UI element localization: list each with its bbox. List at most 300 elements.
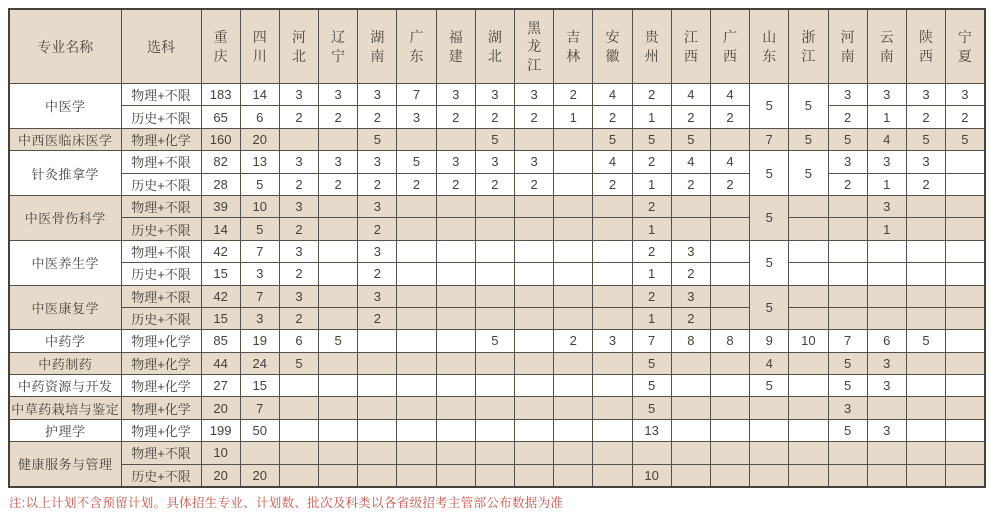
- value-cell: [671, 464, 710, 486]
- value-cell: 2: [279, 173, 318, 195]
- value-cell: [279, 397, 318, 419]
- value-cell: [358, 442, 397, 464]
- subject-cell: 物理+不限: [121, 151, 201, 173]
- province-label: 贵州: [644, 29, 659, 64]
- value-cell: 10: [789, 330, 828, 352]
- value-cell: 5: [632, 352, 671, 374]
- value-cell: 42: [201, 285, 240, 307]
- value-cell: 5: [240, 173, 279, 195]
- value-cell: [710, 352, 749, 374]
- table-row: [9, 84, 985, 106]
- value-cell: [475, 419, 514, 441]
- value-cell: 3: [319, 84, 358, 106]
- col-header-province: [867, 9, 906, 84]
- table-row: [9, 173, 985, 195]
- value-cell: [358, 352, 397, 374]
- value-cell: [593, 419, 632, 441]
- value-cell: [515, 397, 554, 419]
- table-row: [9, 307, 985, 329]
- province-label: 陕西: [918, 29, 933, 64]
- value-cell: [906, 240, 945, 262]
- value-cell: [710, 240, 749, 262]
- value-cell: 1: [867, 173, 906, 195]
- value-cell: [593, 240, 632, 262]
- value-cell: 5: [319, 330, 358, 352]
- value-cell: 4: [593, 151, 632, 173]
- value-cell: [475, 285, 514, 307]
- value-cell: 20: [201, 464, 240, 486]
- province-label: 河南: [840, 29, 855, 64]
- col-header-province: [436, 9, 475, 84]
- value-cell: [436, 464, 475, 486]
- value-cell: 2: [593, 106, 632, 128]
- value-cell: 3: [279, 195, 318, 217]
- col-header-province: [240, 9, 279, 84]
- value-cell: 1: [867, 218, 906, 240]
- value-cell: [436, 442, 475, 464]
- value-cell: 5: [750, 285, 789, 330]
- province-label: 福建: [448, 29, 463, 64]
- col-header-province: [397, 9, 436, 84]
- value-cell: [554, 173, 593, 195]
- major-cell: 中西医临床医学: [9, 128, 121, 150]
- value-cell: 5: [906, 128, 945, 150]
- province-label: 湖北: [487, 29, 502, 64]
- value-cell: [828, 195, 867, 217]
- province-label: 四川: [252, 29, 267, 64]
- value-cell: 2: [632, 195, 671, 217]
- value-cell: 3: [828, 397, 867, 419]
- value-cell: [867, 285, 906, 307]
- value-cell: 13: [632, 419, 671, 441]
- value-cell: [397, 442, 436, 464]
- value-cell: 1: [632, 173, 671, 195]
- value-cell: 3: [240, 263, 279, 285]
- province-label: 云南: [879, 29, 894, 64]
- value-cell: [789, 285, 828, 307]
- value-cell: 5: [828, 352, 867, 374]
- value-cell: [946, 218, 985, 240]
- col-header-province: [515, 9, 554, 84]
- value-cell: 2: [358, 263, 397, 285]
- value-cell: 10: [201, 442, 240, 464]
- province-label: 安徽: [605, 29, 620, 64]
- value-cell: 3: [828, 151, 867, 173]
- table-row: [9, 128, 985, 150]
- value-cell: [593, 263, 632, 285]
- value-cell: [475, 240, 514, 262]
- province-label: 山东: [762, 29, 777, 64]
- value-cell: [710, 218, 749, 240]
- col-header-province: [358, 9, 397, 84]
- value-cell: 3: [515, 84, 554, 106]
- value-cell: [593, 464, 632, 486]
- value-cell: 44: [201, 352, 240, 374]
- value-cell: [515, 195, 554, 217]
- value-cell: [789, 352, 828, 374]
- value-cell: 199: [201, 419, 240, 441]
- value-cell: [554, 263, 593, 285]
- col-header-province: [279, 9, 318, 84]
- value-cell: [789, 307, 828, 329]
- value-cell: [789, 195, 828, 217]
- major-cell: 中药资源与开发: [9, 375, 121, 397]
- major-cell: 中医学: [9, 84, 121, 129]
- value-cell: [554, 128, 593, 150]
- value-cell: [397, 285, 436, 307]
- value-cell: 7: [240, 285, 279, 307]
- value-cell: [750, 419, 789, 441]
- value-cell: 7: [397, 84, 436, 106]
- value-cell: 2: [279, 263, 318, 285]
- subject-cell: 历史+不限: [121, 307, 201, 329]
- value-cell: [554, 285, 593, 307]
- value-cell: [906, 263, 945, 285]
- value-cell: [397, 419, 436, 441]
- value-cell: [319, 464, 358, 486]
- value-cell: 3: [946, 84, 985, 106]
- value-cell: [593, 375, 632, 397]
- value-cell: 2: [279, 307, 318, 329]
- province-label: 黑龙江: [527, 19, 542, 73]
- value-cell: 3: [906, 151, 945, 173]
- table-wrap: [8, 8, 986, 488]
- subject-cell: 物理+化学: [121, 397, 201, 419]
- value-cell: 2: [475, 173, 514, 195]
- table-row: [9, 375, 985, 397]
- subject-cell: 历史+不限: [121, 263, 201, 285]
- col-header-province: [906, 9, 945, 84]
- value-cell: [397, 330, 436, 352]
- col-header-province: [789, 9, 828, 84]
- value-cell: [750, 464, 789, 486]
- value-cell: [867, 464, 906, 486]
- value-cell: [946, 419, 985, 441]
- value-cell: [397, 464, 436, 486]
- value-cell: 8: [671, 330, 710, 352]
- value-cell: 183: [201, 84, 240, 106]
- value-cell: 3: [358, 84, 397, 106]
- value-cell: 14: [201, 218, 240, 240]
- value-cell: 2: [906, 106, 945, 128]
- value-cell: [946, 151, 985, 173]
- value-cell: [554, 397, 593, 419]
- col-header-major: 专业名称: [9, 9, 121, 84]
- value-cell: 3: [279, 240, 318, 262]
- value-cell: [358, 419, 397, 441]
- value-cell: [710, 464, 749, 486]
- value-cell: 2: [906, 173, 945, 195]
- value-cell: 2: [554, 84, 593, 106]
- value-cell: [319, 419, 358, 441]
- province-label: 浙江: [801, 29, 816, 64]
- table-row: [9, 263, 985, 285]
- value-cell: [632, 442, 671, 464]
- value-cell: 3: [436, 151, 475, 173]
- province-label: 吉林: [566, 29, 581, 64]
- value-cell: 6: [240, 106, 279, 128]
- major-cell: 中草药栽培与鉴定: [9, 397, 121, 419]
- value-cell: [319, 375, 358, 397]
- value-cell: [750, 442, 789, 464]
- value-cell: [593, 195, 632, 217]
- value-cell: 3: [358, 240, 397, 262]
- value-cell: 3: [867, 84, 906, 106]
- value-cell: [436, 263, 475, 285]
- value-cell: [946, 375, 985, 397]
- admission-plan-table: [8, 8, 986, 488]
- value-cell: 4: [710, 84, 749, 106]
- value-cell: [710, 397, 749, 419]
- value-cell: [319, 218, 358, 240]
- major-cell: 中药学: [9, 330, 121, 352]
- value-cell: 4: [671, 84, 710, 106]
- subject-cell: 物理+化学: [121, 128, 201, 150]
- value-cell: [789, 464, 828, 486]
- value-cell: [789, 240, 828, 262]
- value-cell: [828, 307, 867, 329]
- value-cell: 5: [632, 397, 671, 419]
- value-cell: [554, 151, 593, 173]
- major-cell: 中医养生学: [9, 240, 121, 285]
- value-cell: [867, 307, 906, 329]
- value-cell: [946, 352, 985, 374]
- value-cell: [906, 285, 945, 307]
- value-cell: [475, 218, 514, 240]
- value-cell: 27: [201, 375, 240, 397]
- value-cell: 20: [240, 464, 279, 486]
- value-cell: [828, 218, 867, 240]
- value-cell: [358, 397, 397, 419]
- value-cell: [554, 240, 593, 262]
- value-cell: 3: [515, 151, 554, 173]
- value-cell: [828, 464, 867, 486]
- value-cell: 15: [201, 263, 240, 285]
- value-cell: [710, 375, 749, 397]
- subject-cell: 历史+不限: [121, 464, 201, 486]
- value-cell: 5: [279, 352, 318, 374]
- value-cell: 2: [632, 151, 671, 173]
- province-label: 湖南: [370, 29, 385, 64]
- value-cell: 42: [201, 240, 240, 262]
- value-cell: 3: [475, 151, 514, 173]
- value-cell: [515, 307, 554, 329]
- table-row: [9, 442, 985, 464]
- table-body: [9, 84, 985, 487]
- value-cell: 2: [671, 263, 710, 285]
- value-cell: 5: [475, 330, 514, 352]
- value-cell: [554, 419, 593, 441]
- value-cell: [750, 397, 789, 419]
- value-cell: [240, 442, 279, 464]
- value-cell: [436, 128, 475, 150]
- value-cell: 7: [240, 240, 279, 262]
- value-cell: 2: [554, 330, 593, 352]
- value-cell: [671, 397, 710, 419]
- value-cell: [946, 397, 985, 419]
- value-cell: [319, 442, 358, 464]
- value-cell: 4: [671, 151, 710, 173]
- value-cell: 20: [201, 397, 240, 419]
- value-cell: [358, 464, 397, 486]
- value-cell: 5: [358, 128, 397, 150]
- value-cell: [789, 375, 828, 397]
- value-cell: 5: [397, 151, 436, 173]
- col-header-province: [319, 9, 358, 84]
- value-cell: [436, 375, 475, 397]
- value-cell: [436, 285, 475, 307]
- value-cell: 2: [632, 84, 671, 106]
- value-cell: 3: [436, 84, 475, 106]
- value-cell: [319, 263, 358, 285]
- value-cell: [554, 442, 593, 464]
- value-cell: [906, 352, 945, 374]
- col-header-subject: 选科: [121, 9, 201, 84]
- value-cell: [319, 195, 358, 217]
- col-header-province: [554, 9, 593, 84]
- value-cell: 1: [632, 106, 671, 128]
- value-cell: 2: [358, 307, 397, 329]
- value-cell: 1: [632, 218, 671, 240]
- value-cell: [554, 307, 593, 329]
- value-cell: [789, 218, 828, 240]
- value-cell: [946, 285, 985, 307]
- value-cell: [515, 285, 554, 307]
- value-cell: 5: [240, 218, 279, 240]
- value-cell: [828, 285, 867, 307]
- value-cell: 9: [750, 330, 789, 352]
- col-header-province: [946, 9, 985, 84]
- subject-cell: 物理+化学: [121, 330, 201, 352]
- value-cell: 160: [201, 128, 240, 150]
- value-cell: 2: [279, 106, 318, 128]
- value-cell: [515, 419, 554, 441]
- value-cell: 2: [671, 106, 710, 128]
- value-cell: [475, 397, 514, 419]
- value-cell: 3: [397, 106, 436, 128]
- major-cell: 中医康复学: [9, 285, 121, 330]
- value-cell: [906, 419, 945, 441]
- value-cell: [515, 218, 554, 240]
- value-cell: [554, 218, 593, 240]
- value-cell: [710, 128, 749, 150]
- table-row: [9, 285, 985, 307]
- value-cell: 4: [867, 128, 906, 150]
- col-header-province: [710, 9, 749, 84]
- subject-cell: 物理+化学: [121, 375, 201, 397]
- value-cell: [319, 128, 358, 150]
- value-cell: [319, 307, 358, 329]
- table-row: [9, 352, 985, 374]
- value-cell: 2: [828, 173, 867, 195]
- value-cell: 28: [201, 173, 240, 195]
- value-cell: 3: [671, 240, 710, 262]
- value-cell: 82: [201, 151, 240, 173]
- value-cell: 3: [358, 151, 397, 173]
- value-cell: 3: [475, 84, 514, 106]
- value-cell: [710, 285, 749, 307]
- value-cell: [436, 419, 475, 441]
- value-cell: [593, 218, 632, 240]
- value-cell: 5: [750, 84, 789, 129]
- value-cell: 6: [279, 330, 318, 352]
- value-cell: [436, 397, 475, 419]
- value-cell: 1: [632, 307, 671, 329]
- value-cell: [828, 240, 867, 262]
- value-cell: 39: [201, 195, 240, 217]
- value-cell: 3: [240, 307, 279, 329]
- major-cell: 针灸推拿学: [9, 151, 121, 196]
- value-cell: 3: [279, 285, 318, 307]
- value-cell: [515, 240, 554, 262]
- value-cell: 3: [593, 330, 632, 352]
- value-cell: [397, 375, 436, 397]
- value-cell: 2: [632, 285, 671, 307]
- value-cell: [867, 263, 906, 285]
- value-cell: 5: [593, 128, 632, 150]
- value-cell: 2: [397, 173, 436, 195]
- value-cell: 2: [710, 173, 749, 195]
- value-cell: 15: [201, 307, 240, 329]
- subject-cell: 物理+不限: [121, 195, 201, 217]
- value-cell: [279, 442, 318, 464]
- major-cell: 护理学: [9, 419, 121, 441]
- value-cell: 20: [240, 128, 279, 150]
- value-cell: [946, 307, 985, 329]
- value-cell: [906, 218, 945, 240]
- value-cell: 10: [240, 195, 279, 217]
- col-header-province: [750, 9, 789, 84]
- province-label: 河北: [291, 29, 306, 64]
- value-cell: [828, 442, 867, 464]
- value-cell: [554, 352, 593, 374]
- value-cell: 14: [240, 84, 279, 106]
- value-cell: [279, 128, 318, 150]
- value-cell: [515, 464, 554, 486]
- value-cell: [397, 307, 436, 329]
- value-cell: 5: [750, 240, 789, 285]
- col-header-province: [201, 9, 240, 84]
- value-cell: [397, 397, 436, 419]
- subject-cell: 历史+不限: [121, 218, 201, 240]
- value-cell: [397, 240, 436, 262]
- value-cell: [279, 419, 318, 441]
- value-cell: 2: [828, 106, 867, 128]
- value-cell: 10: [632, 464, 671, 486]
- header-row: [9, 9, 985, 84]
- value-cell: [946, 330, 985, 352]
- table-row: [9, 419, 985, 441]
- value-cell: 5: [671, 128, 710, 150]
- major-cell: 健康服务与管理: [9, 442, 121, 487]
- value-cell: 5: [632, 128, 671, 150]
- value-cell: 5: [475, 128, 514, 150]
- value-cell: 8: [710, 330, 749, 352]
- footnote: 注:以上计划不含预留计划。具体招生专业、计划数、批次及科类以各省级招考主管部公布数据为准: [9, 496, 564, 510]
- value-cell: 6: [867, 330, 906, 352]
- value-cell: [710, 195, 749, 217]
- value-cell: [906, 464, 945, 486]
- subject-cell: 物理+化学: [121, 419, 201, 441]
- province-label: 广西: [723, 29, 738, 64]
- value-cell: [436, 195, 475, 217]
- value-cell: 2: [632, 240, 671, 262]
- value-cell: [475, 263, 514, 285]
- value-cell: [475, 352, 514, 374]
- value-cell: [475, 464, 514, 486]
- value-cell: [319, 397, 358, 419]
- value-cell: 1: [867, 106, 906, 128]
